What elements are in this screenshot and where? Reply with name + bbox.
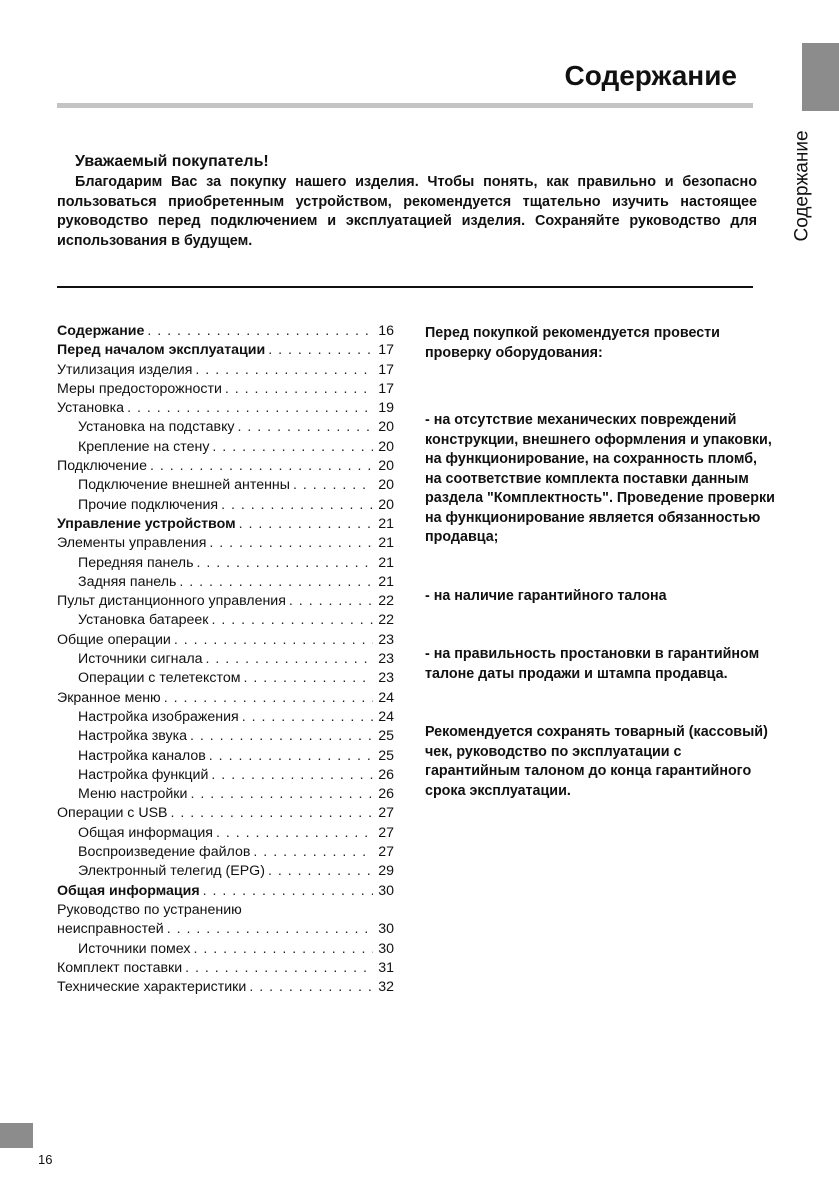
toc-entry[interactable]: Меню настройки . . . 26 [57,785,394,804]
toc-entry[interactable]: Экранное меню . . . 24 [57,689,394,708]
toc-entry[interactable]: Общая информация . . . 27 [57,824,394,843]
toc-entry[interactable]: Содержание . . . 16 [57,322,394,341]
toc-entry[interactable]: Пульт дистанционного управления . . . 22 [57,592,394,611]
toc-entry[interactable]: Источники сигнала . . . 23 [57,650,394,669]
note-intro: Перед покупкой рекомендуется провести проверку оборудования: [425,325,720,361]
toc-entry[interactable]: Воспроизведение файлов . . . 27 [57,843,394,862]
page-number: 16 [38,1152,53,1167]
side-section-label-text: Содержание [792,130,814,242]
toc-entry[interactable]: Настройка каналов . . . 25 [57,747,394,766]
footer-tab-marker [0,1123,33,1148]
toc-entry[interactable]: Общая информация . . . 30 [57,882,394,901]
toc-entry[interactable]: Установка батареек . . . 22 [57,611,394,630]
side-section-label [779,126,827,246]
greeting-heading: Уважаемый покупатель! [75,153,269,170]
toc-entry[interactable]: Меры предосторожности . . . 17 [57,380,394,399]
toc-entry[interactable]: Настройка изображения . . . 24 [57,708,394,727]
toc-entry[interactable]: Управление устройством . . . 21 [57,515,394,534]
toc-entry[interactable]: Операции с телетекстом . . . 23 [57,669,394,688]
toc-entry[interactable]: Элементы управления . . . 21 [57,534,394,553]
toc-entry[interactable]: Общие операции . . . 23 [57,631,394,650]
toc-entry[interactable]: Прочие подключения . . . 20 [57,496,394,515]
greeting-text: Благодарим Вас за покупку нашего изделия. Чтобы понять, как правильно и безопасно пользоваться приобретенным устройством, рекомендуется тщательно изучить настоящее руководство перед подключением и эксплуатацией изделия. Сохраняйте руководство для использования в будущем. [57,174,757,249]
purchase-notes [425,324,777,801]
section-tab-marker [802,43,839,111]
toc-entry[interactable]: Передняя панель . . . 21 [57,554,394,573]
toc-entry[interactable]: Перед началом эксплуатации . . . 17 [57,341,394,360]
toc-entry[interactable]: Руководство по устранению [57,901,242,918]
note-item: - на отсутствие механических повреждений конструкции, внешнего оформления и упаковки, на функционирование, на сохранность пломб, на соответствие комплекта поставки данным раздела "Комплектность". Проведение проверки на функционирование является обязанностью продавца; [425,412,775,545]
note-item: - на правильность простановки в гарантийном талоне даты продажи и штампа продавца. [425,646,760,682]
toc-entry[interactable]: Установка на подставку . . . 20 [57,418,394,437]
toc-entry[interactable]: Задняя панель . . . 21 [57,573,394,592]
toc-entry[interactable]: Операции с USB . . . 27 [57,804,394,823]
page-title: Содержание [564,60,737,91]
toc-entry[interactable]: Крепление на стену . . . 20 [57,438,394,457]
toc-entry[interactable]: Технические характеристики . . . 32 [57,978,394,997]
toc-entry-continuation[interactable]: неисправностей . . . 30 [57,920,394,939]
toc-entry[interactable]: Установка . . . 19 [57,399,394,418]
toc-entry[interactable]: Утилизация изделия . . . 17 [57,361,394,380]
toc-entry[interactable]: Подключение внешней антенны . . . 20 [57,476,394,495]
section-divider [57,286,753,288]
note-item: - на наличие гарантийного талона [425,587,667,604]
toc-entry[interactable]: Настройка функций . . . 26 [57,766,394,785]
note-recommendation: Рекомендуется сохранять товарный (кассовый) чек, руководство по эксплуатации с гарантийным талоном до конца гарантийного срока эксплуатации. [425,724,768,799]
toc-entry[interactable]: Источники помех . . . 30 [57,940,394,959]
toc-entry[interactable]: Подключение . . . 20 [57,457,394,476]
greeting-block [57,153,757,251]
toc-entry[interactable]: Настройка звука . . . 25 [57,727,394,746]
toc-entry[interactable]: Комплект поставки . . . 31 [57,959,394,978]
toc-entry[interactable]: Электронный телегид (EPG) . . . 29 [57,862,394,881]
table-of-contents [57,322,394,997]
title-rule [57,103,753,108]
